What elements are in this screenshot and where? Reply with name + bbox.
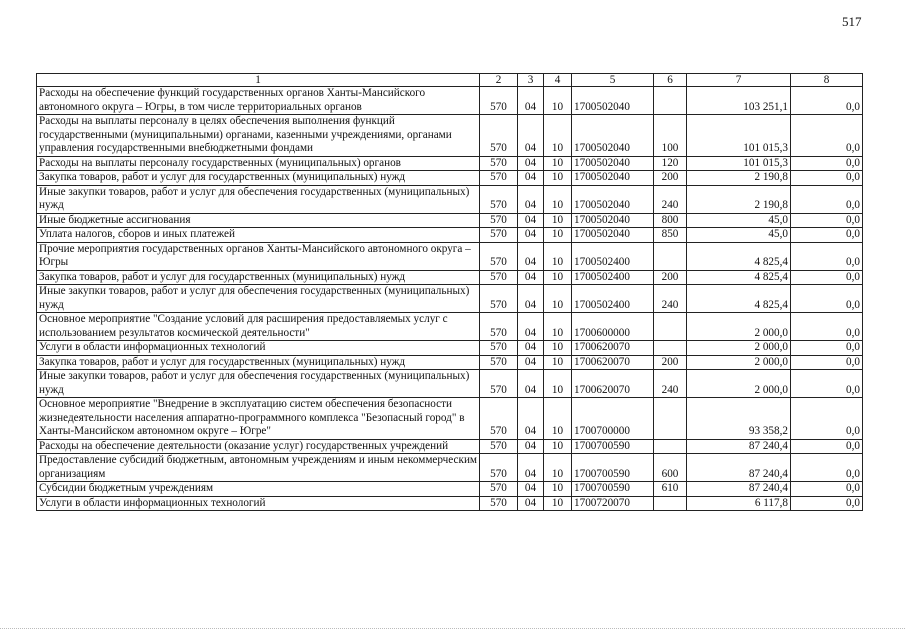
- col4-cell: 10: [544, 185, 572, 213]
- expense-type-cell: 600: [654, 454, 687, 482]
- table-row: [37, 270, 863, 285]
- table-row: [37, 228, 863, 243]
- target-code-cell: 1700502400: [572, 285, 654, 313]
- col3-cell: 04: [518, 355, 544, 370]
- col8-cell: 0,0: [791, 341, 863, 356]
- col2-cell: 570: [480, 87, 518, 115]
- col3-cell: 04: [518, 370, 544, 398]
- amount-cell: 103 251,1: [687, 87, 791, 115]
- expense-type-cell: [654, 341, 687, 356]
- table-header-row: [37, 74, 863, 87]
- col8-cell: 0,0: [791, 439, 863, 454]
- row-name-cell: Иные бюджетные ассигнования: [37, 213, 480, 228]
- col4-cell: 10: [544, 228, 572, 243]
- col8-cell: 0,0: [791, 482, 863, 497]
- col8-cell: 0,0: [791, 370, 863, 398]
- col8-cell: 0,0: [791, 156, 863, 171]
- col2-cell: 570: [480, 156, 518, 171]
- col8-cell: 0,0: [791, 213, 863, 228]
- header-cell: 2: [480, 74, 518, 87]
- col4-cell: 10: [544, 341, 572, 356]
- row-name-cell: Предоставление субсидий бюджетным, автономным учреждениям и иным некоммерческим организациям: [37, 454, 480, 482]
- col8-cell: 0,0: [791, 313, 863, 341]
- col3-cell: 04: [518, 341, 544, 356]
- row-name-cell: Иные закупки товаров, работ и услуг для обеспечения государственных (муниципальных) нужд: [37, 370, 480, 398]
- col2-cell: 570: [480, 171, 518, 186]
- amount-cell: 2 000,0: [687, 341, 791, 356]
- col4-cell: 10: [544, 355, 572, 370]
- row-name-cell: Услуги в области информационных технологий: [37, 496, 480, 511]
- amount-cell: 6 117,8: [687, 496, 791, 511]
- table-row: [37, 454, 863, 482]
- target-code-cell: 1700700590: [572, 439, 654, 454]
- amount-cell: 45,0: [687, 228, 791, 243]
- target-code-cell: 1700502040: [572, 87, 654, 115]
- col2-cell: 570: [480, 341, 518, 356]
- row-name-cell: Закупка товаров, работ и услуг для государственных (муниципальных) нужд: [37, 355, 480, 370]
- col8-cell: 0,0: [791, 185, 863, 213]
- page-number: 517: [842, 14, 862, 29]
- expense-type-cell: 200: [654, 355, 687, 370]
- col8-cell: 0,0: [791, 496, 863, 511]
- col8-cell: 0,0: [791, 242, 863, 270]
- col2-cell: 570: [480, 370, 518, 398]
- row-name-cell: Расходы на выплаты персоналу государственных (муниципальных) органов: [37, 156, 480, 171]
- col3-cell: 04: [518, 228, 544, 243]
- expense-type-cell: [654, 87, 687, 115]
- col2-cell: 570: [480, 115, 518, 157]
- expense-type-cell: 240: [654, 285, 687, 313]
- col3-cell: 04: [518, 87, 544, 115]
- table-row: [37, 171, 863, 186]
- col8-cell: 0,0: [791, 228, 863, 243]
- col4-cell: 10: [544, 87, 572, 115]
- expense-type-cell: [654, 398, 687, 440]
- col3-cell: 04: [518, 439, 544, 454]
- col3-cell: 04: [518, 285, 544, 313]
- table-row: [37, 185, 863, 213]
- col3-cell: 04: [518, 156, 544, 171]
- header-cell: 6: [654, 74, 687, 87]
- row-name-cell: Иные закупки товаров, работ и услуг для обеспечения государственных (муниципальных) нужд: [37, 285, 480, 313]
- table-row: [37, 355, 863, 370]
- col2-cell: 570: [480, 213, 518, 228]
- table-row: [37, 115, 863, 157]
- table-row: [37, 398, 863, 440]
- col8-cell: 0,0: [791, 454, 863, 482]
- col4-cell: 10: [544, 171, 572, 186]
- target-code-cell: 1700620070: [572, 370, 654, 398]
- amount-cell: 4 825,4: [687, 285, 791, 313]
- col3-cell: 04: [518, 185, 544, 213]
- col8-cell: 0,0: [791, 398, 863, 440]
- col8-cell: 0,0: [791, 87, 863, 115]
- row-name-cell: Закупка товаров, работ и услуг для государственных (муниципальных) нужд: [37, 270, 480, 285]
- scan-artifact-line: [0, 628, 905, 630]
- header-cell: 4: [544, 74, 572, 87]
- col8-cell: 0,0: [791, 115, 863, 157]
- amount-cell: 2 000,0: [687, 370, 791, 398]
- expense-type-cell: 800: [654, 213, 687, 228]
- col4-cell: 10: [544, 482, 572, 497]
- table-row: [37, 242, 863, 270]
- table-row: [37, 87, 863, 115]
- col4-cell: 10: [544, 398, 572, 440]
- target-code-cell: 1700502040: [572, 185, 654, 213]
- budget-table: [36, 73, 863, 511]
- col3-cell: 04: [518, 398, 544, 440]
- col2-cell: 570: [480, 398, 518, 440]
- table-row: [37, 213, 863, 228]
- col3-cell: 04: [518, 454, 544, 482]
- amount-cell: 101 015,3: [687, 156, 791, 171]
- target-code-cell: 1700502040: [572, 213, 654, 228]
- amount-cell: 93 358,2: [687, 398, 791, 440]
- target-code-cell: 1700502400: [572, 242, 654, 270]
- col4-cell: 10: [544, 439, 572, 454]
- row-name-cell: Прочие мероприятия государственных органов Ханты-Мансийского автономного округа – Югры: [37, 242, 480, 270]
- col2-cell: 570: [480, 185, 518, 213]
- col3-cell: 04: [518, 242, 544, 270]
- amount-cell: 87 240,4: [687, 439, 791, 454]
- col4-cell: 10: [544, 213, 572, 228]
- table-row: [37, 156, 863, 171]
- table-row: [37, 482, 863, 497]
- row-name-cell: Расходы на обеспечение функций государственных органов Ханты-Мансийского автономного округа – Югры, в том числе территориальных органов: [37, 87, 480, 115]
- col4-cell: 10: [544, 242, 572, 270]
- target-code-cell: 1700502040: [572, 115, 654, 157]
- row-name-cell: Расходы на обеспечение деятельности (оказание услуг) государственных учреждений: [37, 439, 480, 454]
- amount-cell: 101 015,3: [687, 115, 791, 157]
- col2-cell: 570: [480, 355, 518, 370]
- target-code-cell: 1700502040: [572, 156, 654, 171]
- col4-cell: 10: [544, 454, 572, 482]
- col4-cell: 10: [544, 370, 572, 398]
- col2-cell: 570: [480, 454, 518, 482]
- target-code-cell: 1700600000: [572, 313, 654, 341]
- target-code-cell: 1700502040: [572, 228, 654, 243]
- col3-cell: 04: [518, 496, 544, 511]
- row-name-cell: Уплата налогов, сборов и иных платежей: [37, 228, 480, 243]
- header-cell: 5: [572, 74, 654, 87]
- row-name-cell: Расходы на выплаты персоналу в целях обеспечения выполнения функций государственными (муниципальными) органами, казенными учреждениями, органами управления государственными внебюджетными фондами: [37, 115, 480, 157]
- col8-cell: 0,0: [791, 355, 863, 370]
- col2-cell: 570: [480, 242, 518, 270]
- expense-type-cell: 100: [654, 115, 687, 157]
- target-code-cell: 1700700590: [572, 454, 654, 482]
- col2-cell: 570: [480, 285, 518, 313]
- expense-type-cell: 200: [654, 171, 687, 186]
- amount-cell: 4 825,4: [687, 242, 791, 270]
- col4-cell: 10: [544, 496, 572, 511]
- expense-type-cell: [654, 496, 687, 511]
- amount-cell: 2 000,0: [687, 313, 791, 341]
- col2-cell: 570: [480, 228, 518, 243]
- amount-cell: 2 190,8: [687, 171, 791, 186]
- col4-cell: 10: [544, 156, 572, 171]
- col3-cell: 04: [518, 482, 544, 497]
- expense-type-cell: [654, 242, 687, 270]
- col2-cell: 570: [480, 313, 518, 341]
- table-row: [37, 285, 863, 313]
- table-row: [37, 313, 863, 341]
- table-row: [37, 439, 863, 454]
- col2-cell: 570: [480, 439, 518, 454]
- col4-cell: 10: [544, 285, 572, 313]
- row-name-cell: Основное мероприятие "Создание условий для расширения предоставляемых услуг с использованием результатов космической деятельности": [37, 313, 480, 341]
- target-code-cell: 1700502400: [572, 270, 654, 285]
- expense-type-cell: 610: [654, 482, 687, 497]
- amount-cell: 2 190,8: [687, 185, 791, 213]
- table-row: [37, 496, 863, 511]
- col4-cell: 10: [544, 313, 572, 341]
- expense-type-cell: 120: [654, 156, 687, 171]
- row-name-cell: Иные закупки товаров, работ и услуг для обеспечения государственных (муниципальных) нужд: [37, 185, 480, 213]
- col4-cell: 10: [544, 270, 572, 285]
- expense-type-cell: 200: [654, 270, 687, 285]
- target-code-cell: 1700502040: [572, 171, 654, 186]
- expense-type-cell: 240: [654, 185, 687, 213]
- row-name-cell: Основное мероприятие "Внедрение в эксплуатацию систем обеспечения безопасности жизнедеятельности населения аппаратно-программного комплекса "Безопасный город" в Ханты-Мансийском автономном округе – Югре": [37, 398, 480, 440]
- col3-cell: 04: [518, 171, 544, 186]
- col3-cell: 04: [518, 213, 544, 228]
- amount-cell: 87 240,4: [687, 482, 791, 497]
- table-row: [37, 341, 863, 356]
- col3-cell: 04: [518, 313, 544, 341]
- amount-cell: 87 240,4: [687, 454, 791, 482]
- row-name-cell: Субсидии бюджетным учреждениям: [37, 482, 480, 497]
- target-code-cell: 1700620070: [572, 355, 654, 370]
- expense-type-cell: 240: [654, 370, 687, 398]
- target-code-cell: 1700700590: [572, 482, 654, 497]
- header-cell: 1: [37, 74, 480, 87]
- row-name-cell: Закупка товаров, работ и услуг для государственных (муниципальных) нужд: [37, 171, 480, 186]
- col3-cell: 04: [518, 270, 544, 285]
- amount-cell: 4 825,4: [687, 270, 791, 285]
- table-row: [37, 370, 863, 398]
- col8-cell: 0,0: [791, 285, 863, 313]
- col2-cell: 570: [480, 270, 518, 285]
- header-cell: 7: [687, 74, 791, 87]
- col2-cell: 570: [480, 496, 518, 511]
- target-code-cell: 1700720070: [572, 496, 654, 511]
- col4-cell: 10: [544, 115, 572, 157]
- amount-cell: 45,0: [687, 213, 791, 228]
- expense-type-cell: [654, 439, 687, 454]
- expense-type-cell: 850: [654, 228, 687, 243]
- col2-cell: 570: [480, 482, 518, 497]
- target-code-cell: 1700700000: [572, 398, 654, 440]
- expense-type-cell: [654, 313, 687, 341]
- row-name-cell: Услуги в области информационных технологий: [37, 341, 480, 356]
- col8-cell: 0,0: [791, 270, 863, 285]
- amount-cell: 2 000,0: [687, 355, 791, 370]
- header-cell: 3: [518, 74, 544, 87]
- col8-cell: 0,0: [791, 171, 863, 186]
- target-code-cell: 1700620070: [572, 341, 654, 356]
- col3-cell: 04: [518, 115, 544, 157]
- header-cell: 8: [791, 74, 863, 87]
